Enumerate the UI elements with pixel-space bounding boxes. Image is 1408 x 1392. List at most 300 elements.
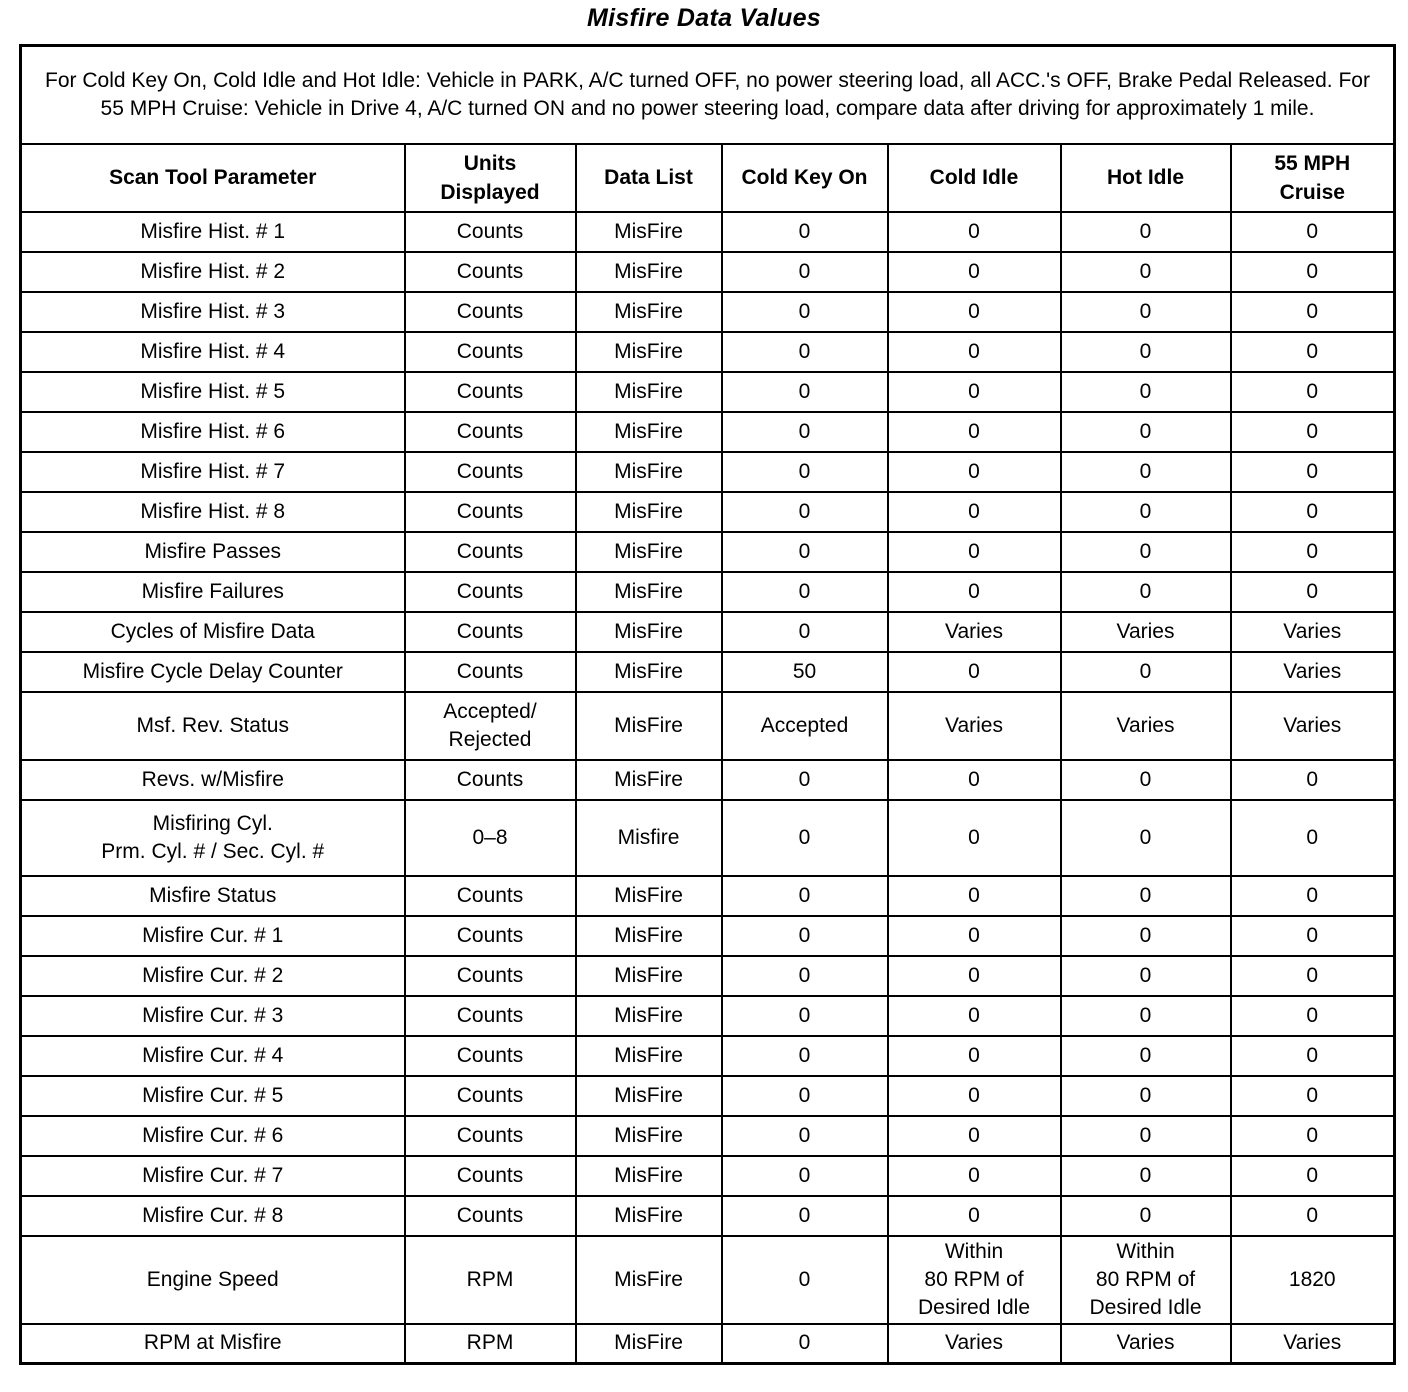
cell-units-displayed — [405, 332, 576, 372]
cell-55-mph-cruise-line: 1820 — [1288, 1267, 1336, 1291]
cell-cold-key-on-line: 0 — [798, 1331, 811, 1355]
cell-55-mph-cruise — [1231, 652, 1395, 692]
cell-scan-tool-parameter-line: Misfire Cur. # 3 — [142, 1003, 284, 1027]
cell-scan-tool-parameter — [21, 1196, 405, 1236]
cell-units-displayed — [405, 1036, 576, 1076]
cell-55-mph-cruise-line: 0 — [1306, 963, 1319, 987]
cell-cold-key-on — [722, 572, 888, 612]
cell-hot-idle — [1061, 212, 1231, 252]
table-row — [21, 372, 1395, 412]
cell-55-mph-cruise-line: 0 — [1306, 299, 1319, 323]
cell-scan-tool-parameter-line: Misfire Hist. # 5 — [140, 379, 286, 403]
cell-cold-idle-line: 0 — [968, 1203, 980, 1227]
cell-55-mph-cruise-line: 0 — [1306, 1123, 1319, 1147]
cell-55-mph-cruise-line: 0 — [1306, 1083, 1319, 1107]
cell-scan-tool-parameter — [21, 956, 405, 996]
cell-hot-idle-line: 0 — [1139, 963, 1152, 987]
cell-scan-tool-parameter — [21, 996, 405, 1036]
cell-cold-idle-line: Varies — [945, 1331, 1003, 1355]
cell-55-mph-cruise — [1231, 332, 1395, 372]
cell-cold-idle-line: 0 — [968, 963, 980, 987]
cell-cold-idle-line: 0 — [968, 1123, 980, 1147]
cell-cold-key-on-line: 0 — [798, 339, 811, 363]
cell-scan-tool-parameter — [21, 612, 405, 652]
cell-units-displayed — [405, 612, 576, 652]
cell-cold-idle-line: 0 — [968, 1163, 980, 1187]
cell-scan-tool-parameter — [21, 372, 405, 412]
table-row — [21, 452, 1395, 492]
cell-units-displayed-line: Counts — [456, 767, 524, 791]
cell-cold-idle-line: Varies — [945, 713, 1003, 737]
cell-55-mph-cruise-line: 0 — [1306, 825, 1319, 849]
cell-cold-key-on — [722, 876, 888, 916]
cell-scan-tool-parameter — [21, 760, 405, 800]
cell-cold-idle-line: 0 — [968, 883, 980, 907]
cell-hot-idle — [1061, 916, 1231, 956]
cell-cold-idle — [888, 916, 1061, 956]
cell-units-displayed-line: Counts — [456, 219, 524, 243]
cell-units-displayed-line: Counts — [456, 259, 524, 283]
cell-units-displayed-line: Counts — [456, 619, 524, 643]
cell-55-mph-cruise — [1231, 572, 1395, 612]
cell-hot-idle — [1061, 652, 1231, 692]
header-cold-key-on: Cold Key On — [722, 144, 888, 212]
cell-scan-tool-parameter — [21, 412, 405, 452]
cell-cold-idle-line: 0 — [968, 459, 980, 483]
cell-data-list: MisFire — [576, 372, 722, 412]
table-row — [21, 876, 1395, 916]
cell-hot-idle-line: 0 — [1139, 579, 1152, 603]
cell-scan-tool-parameter — [21, 492, 405, 532]
cell-cold-idle — [888, 252, 1061, 292]
cell-units-displayed-line: Counts — [456, 659, 524, 683]
cell-cold-key-on — [722, 1236, 888, 1324]
cell-cold-key-on-line: 50 — [792, 659, 817, 683]
cell-hot-idle-line: 0 — [1139, 825, 1152, 849]
cell-55-mph-cruise-line: 0 — [1306, 579, 1319, 603]
cell-cold-idle — [888, 572, 1061, 612]
cell-cold-key-on-line: 0 — [798, 619, 811, 643]
cell-units-displayed — [405, 252, 576, 292]
cell-data-list: MisFire — [576, 1324, 722, 1364]
cell-units-displayed — [405, 916, 576, 956]
cell-55-mph-cruise-line: 0 — [1306, 339, 1319, 363]
cell-data-list: MisFire — [576, 332, 722, 372]
cell-cold-idle — [888, 760, 1061, 800]
cell-hot-idle-line: 0 — [1139, 923, 1152, 947]
cell-cold-idle-line: Within — [944, 1239, 1004, 1263]
cell-scan-tool-parameter — [21, 692, 405, 760]
cell-cold-key-on-line: 0 — [798, 1043, 811, 1067]
cell-units-displayed — [405, 876, 576, 916]
cell-units-displayed-line: Counts — [456, 539, 524, 563]
table-row — [21, 532, 1395, 572]
cell-data-list: MisFire — [576, 532, 722, 572]
cell-data-list: MisFire — [576, 1116, 722, 1156]
table-row — [21, 612, 1395, 652]
cell-cold-key-on — [722, 652, 888, 692]
cell-cold-idle-line: 0 — [968, 1043, 980, 1067]
cell-cold-idle-line: 0 — [968, 923, 980, 947]
cell-cold-key-on — [722, 332, 888, 372]
cell-units-displayed-line: Accepted/ — [443, 699, 537, 723]
cell-units-displayed-line: 0–8 — [472, 825, 508, 849]
cell-data-list: MisFire — [576, 760, 722, 800]
cell-55-mph-cruise-line: 0 — [1306, 1043, 1319, 1067]
cell-scan-tool-parameter — [21, 1236, 405, 1324]
cell-cold-idle-line: 0 — [968, 419, 980, 443]
cell-units-displayed — [405, 532, 576, 572]
table-row — [21, 760, 1395, 800]
cell-units-displayed-line: Counts — [456, 923, 524, 947]
cell-55-mph-cruise-line: 0 — [1306, 767, 1319, 791]
header-units-line: Units — [463, 151, 517, 175]
cell-cold-idle — [888, 292, 1061, 332]
cell-hot-idle — [1061, 1324, 1231, 1364]
cell-55-mph-cruise — [1231, 1236, 1395, 1324]
cell-cold-key-on-line: 0 — [798, 539, 811, 563]
cell-55-mph-cruise-line: 0 — [1306, 499, 1319, 523]
cell-cold-idle — [888, 1196, 1061, 1236]
cell-cold-key-on — [722, 372, 888, 412]
cell-data-list: MisFire — [576, 252, 722, 292]
cell-cold-idle-line: 0 — [968, 259, 980, 283]
cell-scan-tool-parameter-line: Misfire Hist. # 6 — [140, 419, 286, 443]
cell-cold-idle-line: 0 — [968, 539, 980, 563]
cell-scan-tool-parameter-line: Misfire Passes — [144, 539, 282, 563]
cell-cold-key-on-line: 0 — [798, 1163, 811, 1187]
cell-55-mph-cruise — [1231, 532, 1395, 572]
cell-cold-key-on-line: 0 — [798, 579, 811, 603]
cell-55-mph-cruise — [1231, 452, 1395, 492]
cell-data-list: MisFire — [576, 1196, 722, 1236]
cell-cold-idle — [888, 652, 1061, 692]
cell-hot-idle-line: 0 — [1139, 499, 1152, 523]
cell-cold-key-on-line: 0 — [798, 259, 811, 283]
header-scan-tool-parameter: Scan Tool Parameter — [21, 144, 405, 212]
cell-hot-idle-line: 0 — [1139, 219, 1152, 243]
cell-hot-idle — [1061, 1196, 1231, 1236]
cell-cold-idle-line: 0 — [968, 1083, 980, 1107]
cell-cold-key-on — [722, 1324, 888, 1364]
cell-hot-idle-line: 0 — [1139, 1003, 1152, 1027]
cell-hot-idle-line: 0 — [1139, 1203, 1152, 1227]
cell-units-displayed — [405, 1196, 576, 1236]
table-row — [21, 916, 1395, 956]
table-row — [21, 212, 1395, 252]
cell-hot-idle — [1061, 1156, 1231, 1196]
cell-cold-idle — [888, 452, 1061, 492]
cell-cold-key-on — [722, 692, 888, 760]
cell-cold-key-on-line: 0 — [798, 1267, 811, 1291]
table-row — [21, 1156, 1395, 1196]
cell-hot-idle — [1061, 800, 1231, 876]
conditions-note: For Cold Key On, Cold Idle and Hot Idle: Vehicle in PARK, A/C turned OFF, no power steering load, all ACC.'s OFF, Brake Pedal Released. For 55 MPH Cruise: Vehicle in Drive 4, A/C turned ON and no power steering load, compare data after driving for approximately 1 mile. — [21, 46, 1395, 144]
cell-hot-idle — [1061, 1116, 1231, 1156]
table-row — [21, 996, 1395, 1036]
cell-55-mph-cruise — [1231, 692, 1395, 760]
cell-units-displayed — [405, 800, 576, 876]
cell-data-list: MisFire — [576, 1036, 722, 1076]
cell-55-mph-cruise — [1231, 996, 1395, 1036]
cell-units-displayed — [405, 652, 576, 692]
cell-data-list: MisFire — [576, 652, 722, 692]
cell-scan-tool-parameter — [21, 332, 405, 372]
cell-scan-tool-parameter-line: Revs. w/Misfire — [141, 767, 284, 791]
cell-cold-key-on — [722, 212, 888, 252]
cell-cold-idle — [888, 1116, 1061, 1156]
table-row — [21, 1116, 1395, 1156]
cell-cold-idle-line: 0 — [968, 825, 980, 849]
cell-hot-idle — [1061, 292, 1231, 332]
cell-cold-key-on — [722, 492, 888, 532]
cell-cold-idle — [888, 876, 1061, 916]
cell-scan-tool-parameter-line: RPM at Misfire — [143, 1331, 282, 1355]
cell-cold-idle-line: 0 — [968, 219, 980, 243]
cell-55-mph-cruise-line: 0 — [1306, 1003, 1319, 1027]
cell-cold-key-on-line: 0 — [798, 1123, 811, 1147]
cell-55-mph-cruise-line: 0 — [1306, 1163, 1319, 1187]
cell-scan-tool-parameter-line: Misfire Hist. # 7 — [140, 459, 286, 483]
cell-55-mph-cruise-line: Varies — [1283, 659, 1342, 683]
cell-55-mph-cruise — [1231, 1116, 1395, 1156]
header-cold-idle: Cold Idle — [888, 144, 1061, 212]
cell-units-displayed — [405, 372, 576, 412]
cell-hot-idle-line: 0 — [1139, 1043, 1152, 1067]
cell-units-displayed-line: Counts — [456, 339, 524, 363]
cell-cold-key-on — [722, 252, 888, 292]
cell-hot-idle — [1061, 1236, 1231, 1324]
cell-scan-tool-parameter-line: Misfire Hist. # 8 — [140, 499, 286, 523]
cell-hot-idle-line: 0 — [1139, 459, 1152, 483]
cell-scan-tool-parameter-line: Misfire Hist. # 2 — [140, 259, 286, 283]
cell-scan-tool-parameter-line: Misfire Cur. # 6 — [142, 1123, 284, 1147]
cell-cold-idle — [888, 1076, 1061, 1116]
table-row — [21, 412, 1395, 452]
cell-scan-tool-parameter — [21, 212, 405, 252]
cell-55-mph-cruise — [1231, 612, 1395, 652]
cell-hot-idle-line: Desired Idle — [1089, 1295, 1202, 1319]
cell-cold-key-on-line: 0 — [798, 963, 811, 987]
cell-cold-key-on — [722, 612, 888, 652]
cell-units-displayed-line: Rejected — [448, 727, 532, 751]
cell-cold-key-on-line: 0 — [798, 825, 811, 849]
cell-hot-idle — [1061, 996, 1231, 1036]
cell-55-mph-cruise — [1231, 876, 1395, 916]
cell-scan-tool-parameter — [21, 800, 405, 876]
cell-units-displayed — [405, 692, 576, 760]
cell-units-displayed — [405, 956, 576, 996]
cell-hot-idle-line: Varies — [1116, 619, 1175, 643]
cell-cold-key-on — [722, 412, 888, 452]
cell-units-displayed — [405, 1116, 576, 1156]
header-units-line: Displayed — [440, 180, 540, 204]
cell-55-mph-cruise-line: 0 — [1306, 459, 1319, 483]
cell-scan-tool-parameter — [21, 1116, 405, 1156]
cell-cold-idle-line: 0 — [968, 299, 980, 323]
cell-data-list: MisFire — [576, 572, 722, 612]
cell-scan-tool-parameter-line: Misfire Hist. # 4 — [140, 339, 286, 363]
cell-units-displayed-line: Counts — [456, 1043, 524, 1067]
cell-hot-idle — [1061, 876, 1231, 916]
cell-data-list: MisFire — [576, 292, 722, 332]
cell-cold-key-on — [722, 1116, 888, 1156]
cell-units-displayed-line: Counts — [456, 1203, 524, 1227]
cell-55-mph-cruise-line: Varies — [1283, 619, 1342, 643]
table-body — [21, 212, 1395, 1364]
cell-cold-key-on-line: 0 — [798, 419, 811, 443]
cell-units-displayed-line: Counts — [456, 579, 524, 603]
cell-hot-idle-line: 0 — [1139, 1123, 1152, 1147]
table-row — [21, 1324, 1395, 1364]
cell-55-mph-cruise-line: 0 — [1306, 219, 1319, 243]
cell-scan-tool-parameter-line: Misfire Hist. # 3 — [140, 299, 286, 323]
cell-scan-tool-parameter-line: Misfire Cur. # 1 — [142, 923, 284, 947]
cell-55-mph-cruise — [1231, 372, 1395, 412]
cell-units-displayed-line: Counts — [456, 459, 524, 483]
cell-cold-key-on — [722, 1076, 888, 1116]
cell-hot-idle-line: Varies — [1116, 1331, 1175, 1355]
cell-55-mph-cruise — [1231, 492, 1395, 532]
table-row — [21, 252, 1395, 292]
cell-cold-idle-line: 0 — [968, 579, 980, 603]
cell-hot-idle-line: Within — [1116, 1239, 1175, 1263]
cell-cold-idle — [888, 996, 1061, 1036]
cell-hot-idle — [1061, 332, 1231, 372]
cell-cold-key-on — [722, 760, 888, 800]
table-row — [21, 1196, 1395, 1236]
cell-cold-key-on-line: 0 — [798, 883, 811, 907]
cell-data-list: MisFire — [576, 692, 722, 760]
cell-55-mph-cruise-line: Varies — [1283, 1331, 1342, 1355]
header-55-mph-cruise — [1231, 144, 1395, 212]
table-row — [21, 1236, 1395, 1324]
table-row — [21, 1036, 1395, 1076]
cell-cold-key-on — [722, 996, 888, 1036]
cell-data-list: MisFire — [576, 452, 722, 492]
cell-units-displayed-line: RPM — [466, 1331, 514, 1355]
cell-cold-key-on — [722, 1036, 888, 1076]
cell-data-list: Misfire — [576, 800, 722, 876]
cell-hot-idle — [1061, 572, 1231, 612]
cell-scan-tool-parameter-line: Msf. Rev. Status — [136, 713, 289, 737]
table-row — [21, 692, 1395, 760]
cell-55-mph-cruise-line: 0 — [1306, 883, 1319, 907]
cell-55-mph-cruise-line: 0 — [1306, 419, 1319, 443]
cell-scan-tool-parameter-line: Misfire Cur. # 5 — [142, 1083, 284, 1107]
cell-cold-key-on-line: 0 — [798, 767, 811, 791]
cell-55-mph-cruise — [1231, 252, 1395, 292]
cell-hot-idle-line: 0 — [1139, 539, 1152, 563]
cell-hot-idle — [1061, 692, 1231, 760]
cell-cold-idle — [888, 800, 1061, 876]
cell-55-mph-cruise-line: 0 — [1306, 539, 1319, 563]
cell-units-displayed-line: Counts — [456, 1163, 524, 1187]
cell-scan-tool-parameter-line: Misfire Cur. # 4 — [142, 1043, 284, 1067]
cell-units-displayed — [405, 1324, 576, 1364]
cell-hot-idle-line: 0 — [1139, 883, 1152, 907]
cell-cold-idle — [888, 956, 1061, 996]
cell-hot-idle — [1061, 372, 1231, 412]
cell-cold-key-on-line: 0 — [798, 379, 811, 403]
cell-units-displayed — [405, 572, 576, 612]
cell-cold-idle — [888, 1324, 1061, 1364]
cell-hot-idle-line: 0 — [1139, 299, 1152, 323]
header-data-list: Data List — [576, 144, 722, 212]
header-hot-idle: Hot Idle — [1061, 144, 1231, 212]
cell-hot-idle-line: Varies — [1116, 713, 1175, 737]
cell-scan-tool-parameter-line: Misfire Failures — [141, 579, 284, 603]
cell-55-mph-cruise-line: Varies — [1283, 713, 1342, 737]
cell-units-displayed — [405, 292, 576, 332]
cell-data-list: MisFire — [576, 612, 722, 652]
table-row — [21, 800, 1395, 876]
cell-cold-idle-line: 0 — [968, 499, 980, 523]
cell-cold-key-on — [722, 956, 888, 996]
cell-scan-tool-parameter — [21, 532, 405, 572]
cell-55-mph-cruise — [1231, 1036, 1395, 1076]
cell-units-displayed — [405, 760, 576, 800]
cell-55-mph-cruise-line: 0 — [1306, 379, 1319, 403]
cell-55-mph-cruise — [1231, 212, 1395, 252]
cell-scan-tool-parameter — [21, 292, 405, 332]
cell-data-list: MisFire — [576, 212, 722, 252]
cell-hot-idle — [1061, 956, 1231, 996]
cell-cold-key-on-line: 0 — [798, 923, 811, 947]
cell-cold-key-on-line: 0 — [798, 1203, 811, 1227]
cell-hot-idle-line: 0 — [1139, 339, 1152, 363]
cell-hot-idle-line: 0 — [1139, 379, 1152, 403]
cell-hot-idle — [1061, 1036, 1231, 1076]
cell-55-mph-cruise — [1231, 760, 1395, 800]
cell-cold-key-on — [722, 916, 888, 956]
cell-cold-key-on — [722, 532, 888, 572]
cell-cold-key-on — [722, 292, 888, 332]
cell-cold-idle — [888, 1036, 1061, 1076]
cell-hot-idle — [1061, 612, 1231, 652]
cell-hot-idle-line: 0 — [1139, 259, 1152, 283]
header-cruise-line: Cruise — [1279, 180, 1345, 204]
cell-scan-tool-parameter-line: Misfire Cycle Delay Counter — [82, 659, 343, 683]
table-row — [21, 1076, 1395, 1116]
table-row — [21, 572, 1395, 612]
cell-cold-idle-line: 0 — [968, 379, 980, 403]
cell-cold-idle-line: Varies — [945, 619, 1003, 643]
cell-data-list: MisFire — [576, 916, 722, 956]
cell-scan-tool-parameter-line: Misfire Hist. # 1 — [140, 219, 286, 243]
cell-cold-key-on-line: 0 — [798, 1003, 811, 1027]
cell-cold-idle — [888, 412, 1061, 452]
cell-hot-idle — [1061, 492, 1231, 532]
cell-cold-key-on — [722, 452, 888, 492]
cell-units-displayed-line: Counts — [456, 419, 524, 443]
cell-data-list: MisFire — [576, 1236, 722, 1324]
cell-hot-idle-line: 0 — [1139, 1163, 1152, 1187]
cell-cold-key-on-line: Accepted — [760, 713, 849, 737]
cell-units-displayed — [405, 1236, 576, 1324]
cell-units-displayed — [405, 996, 576, 1036]
cell-cold-idle — [888, 692, 1061, 760]
cell-55-mph-cruise-line: 0 — [1306, 259, 1319, 283]
page-title: Misfire Data Values — [586, 4, 822, 32]
header-units-displayed — [405, 144, 576, 212]
cell-cold-idle — [888, 1156, 1061, 1196]
cell-scan-tool-parameter-line: Misfiring Cyl. — [152, 811, 273, 835]
cell-data-list: MisFire — [576, 876, 722, 916]
cell-55-mph-cruise-line: 0 — [1306, 1203, 1319, 1227]
cell-cold-key-on — [722, 1196, 888, 1236]
cell-data-list: MisFire — [576, 956, 722, 996]
